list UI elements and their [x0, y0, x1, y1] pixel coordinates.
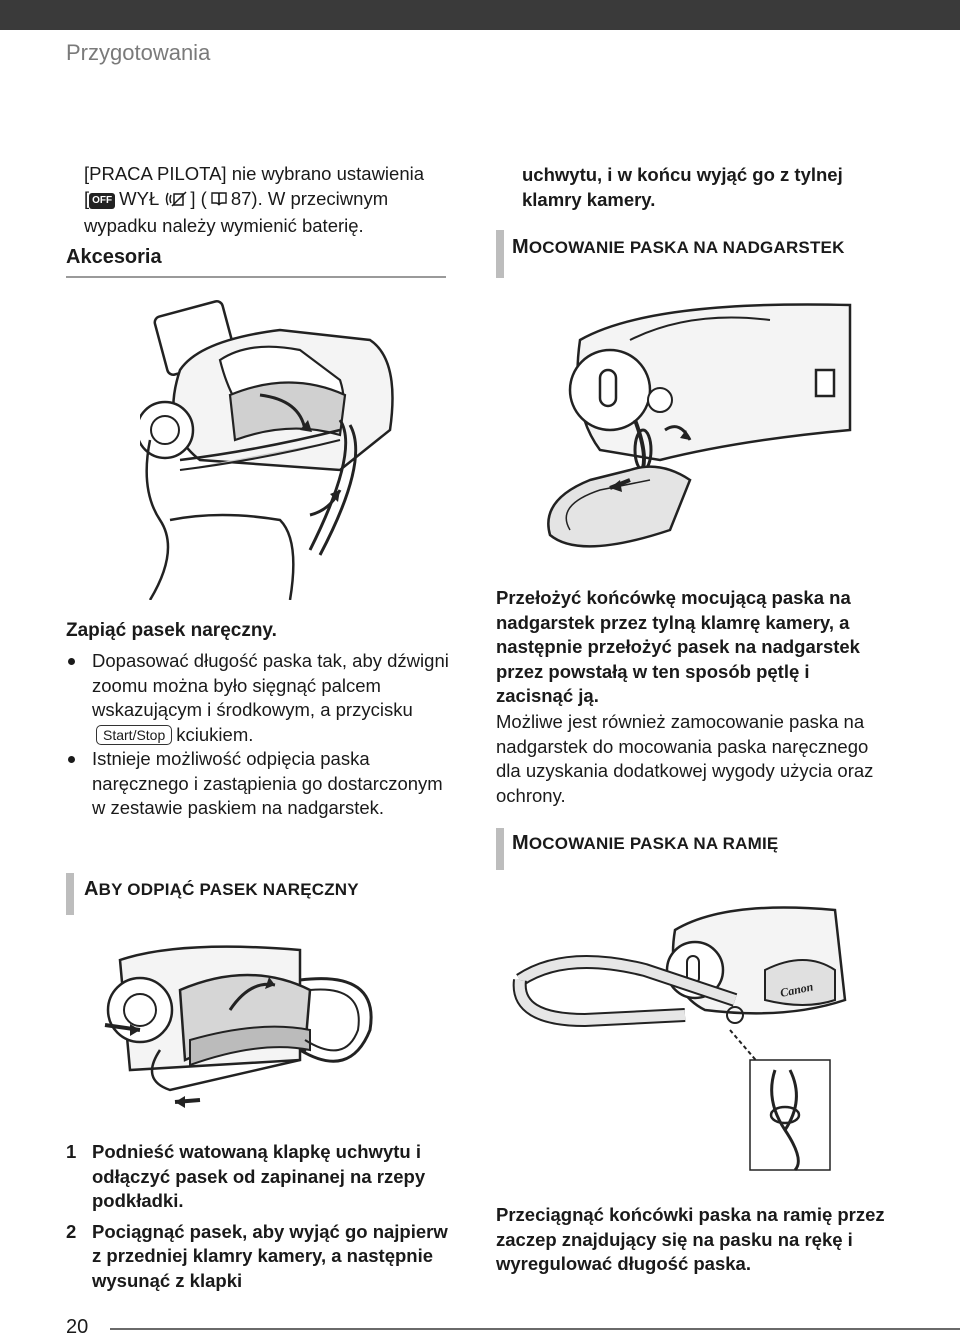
start-stop-button-label: Start/Stop	[96, 725, 172, 745]
subhead-bar	[496, 230, 504, 278]
grip-heading: Zapiąć pasek naręczny.	[66, 620, 277, 641]
page-number: 20	[66, 1316, 89, 1338]
step-item: 1 Podnieść watowaną klapkę uchwytu i odłączyć pasek od zapinanej na rzepy podkładki.	[66, 1141, 426, 1211]
wrist-instruction: Przełożyć końcówkę mocującą paska na nadgarstek przez tylną klamrę kamery, a następnie przełożyć pasek na nadgarstek przez powstałą w ten sposób pętlę i zacisnąć ją.	[496, 587, 860, 706]
detach-subhead: ABY ODPIĄĆ PASEK NARĘCZNY	[84, 878, 359, 900]
intro-line-3: wypadku należy wymienić baterię.	[84, 215, 364, 236]
bullet-item: Istnieje możliwość odpięcia paska naręcznego i zastąpienia go dostarczonym w zestawie paskiem na nadgarstek.	[66, 747, 451, 821]
step-item: 2 Pociągnąć pasek, aby wyjąć go najpierw z przedniej klamry kamery, a następnie wysunąć z klapki	[66, 1220, 448, 1291]
subhead-bar	[66, 873, 74, 915]
wrist-note: Możliwe jest również zamocowanie paska na nadgarstek do mocowania paska naręcznego dla uzyskania dodatkowej wygody użycia oraz ochrony.	[496, 711, 874, 806]
canon-logo: Canon	[778, 979, 815, 1000]
accessories-heading: Akcesoria	[66, 246, 162, 268]
continued-text: uchwytu, i w końcu wyjąć go z tylnej klamry kamery.	[522, 164, 843, 210]
book-icon	[210, 189, 228, 214]
shoulder-instruction: Przeciągnąć końcówki paska na ramię przez zaczep znajdujący się na pasku na rękę i wyregulować długość paska.	[496, 1204, 885, 1274]
intro-line-2: [ OFF WYŁ ] ( 87). W przeciwnym	[84, 187, 464, 215]
heading-rule	[66, 276, 446, 278]
shoulder-subhead: MOCOWANIE PASKA NA RAMIĘ	[512, 832, 779, 854]
top-bar	[0, 0, 960, 30]
off-icon: OFF	[89, 193, 115, 209]
intro-text	[84, 162, 464, 239]
bullet-item: Dopasować długość paska tak, aby dźwigni zoomu można było sięgnąć palcem wskazującym i środkowym, a przyciskuStart/Stop kciukiem.	[66, 649, 451, 747]
intro-line-1: [PRACA PILOTA] nie wybrano ustawienia	[84, 163, 425, 184]
grip-belt-illustration	[140, 300, 470, 600]
detach-steps	[66, 1140, 456, 1299]
section-title: Przygotowania	[66, 40, 211, 65]
detach-strap-illustration	[100, 940, 400, 1130]
subhead-bar	[496, 828, 504, 870]
remote-off-icon	[164, 190, 190, 215]
page-ref-link[interactable]: 87	[230, 187, 252, 209]
shoulder-strap-illustration	[505, 890, 865, 1190]
grip-bullets	[66, 649, 451, 821]
wrist-subhead: MOCOWANIE PASKA NA NADGARSTEK	[512, 236, 845, 258]
footer-rule	[110, 1328, 960, 1330]
wrist-strap-illustration	[540, 300, 860, 570]
